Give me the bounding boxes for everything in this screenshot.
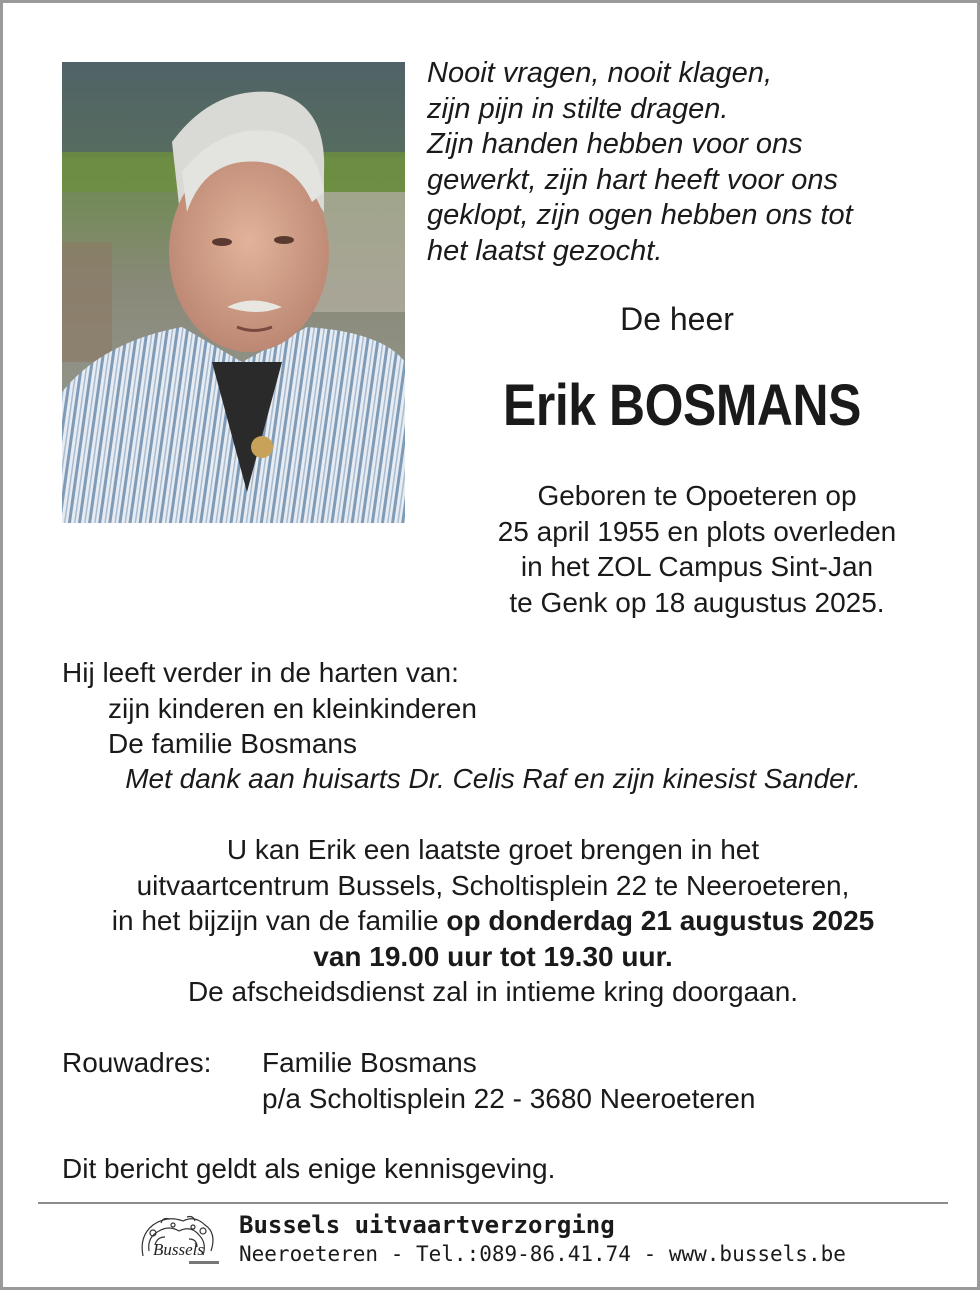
born-line: in het ZOL Campus Sint-Jan bbox=[520, 551, 874, 582]
address-label: Rouwadres: bbox=[62, 1047, 212, 1078]
poem-line: zijn pijn in stilte dragen. bbox=[427, 92, 729, 125]
born-line: 25 april 1955 en plots overleden bbox=[497, 515, 897, 547]
portrait-photo bbox=[62, 62, 405, 523]
visit-line bbox=[3, 903, 980, 939]
deceased-name: Erik BOSMANS bbox=[503, 373, 861, 438]
poem bbox=[427, 56, 967, 269]
visit-text: in het bijzijn van de familie bbox=[111, 905, 447, 936]
bussels-logo bbox=[133, 1211, 225, 1269]
born-line: te Genk op 18 augustus 2025. bbox=[509, 586, 885, 618]
poem-line: geklopt, zijn ogen hebben ons tot bbox=[427, 199, 853, 231]
visit-date: op donderdag 21 augustus 2025 bbox=[446, 905, 875, 936]
notice: Dit bericht geldt als enige kennisgeving. bbox=[62, 1153, 556, 1184]
poem-line: Zijn handen hebben voor ons bbox=[427, 128, 803, 160]
company-contact: Neeroeteren - Tel.:089-86.41.74 - www.bussels.be bbox=[239, 1242, 846, 1266]
visit-line: uitvaartcentrum Bussels, Scholtisplein 22 te Neeroeteren, bbox=[136, 869, 850, 901]
poem-line: het laatst gezocht. bbox=[427, 234, 663, 267]
survivor-item: zijn kinderen en kleinkinderen bbox=[108, 692, 477, 724]
birth-death-details bbox=[427, 478, 967, 620]
visitation-info bbox=[3, 832, 980, 1010]
salutation: De heer bbox=[620, 301, 734, 337]
visit-time: van 19.00 uur tot 19.30 uur. bbox=[313, 940, 673, 972]
survivor-item: De familie Bosmans bbox=[108, 728, 357, 759]
visit-line: U kan Erik een laatste groet brengen in het bbox=[226, 834, 760, 865]
born-line: Geboren te Opoeteren op bbox=[537, 480, 857, 511]
survivors bbox=[62, 655, 942, 762]
visit-line: De afscheidsdienst zal in intieme kring doorgaan. bbox=[187, 976, 799, 1007]
poem-line: gewerkt, zijn hart heeft voor ons bbox=[427, 163, 839, 196]
survivors-intro: Hij leeft verder in de harten van: bbox=[62, 657, 459, 688]
footer-divider bbox=[38, 1202, 948, 1204]
address-line: p/a Scholtisplein 22 - 3680 Neeroeteren bbox=[262, 1082, 756, 1114]
logo-text: Bussels bbox=[153, 1240, 204, 1259]
mourning-address bbox=[62, 1045, 942, 1116]
visit-line bbox=[3, 939, 980, 975]
thanks-note: Met dank aan huisarts Dr. Celis Raf en zijn kinesist Sander. bbox=[125, 763, 861, 794]
poem-line: Nooit vragen, nooit klagen, bbox=[427, 57, 772, 89]
address-line: Familie Bosmans bbox=[262, 1047, 477, 1078]
company-name: Bussels uitvaartverzorging bbox=[239, 1211, 615, 1239]
